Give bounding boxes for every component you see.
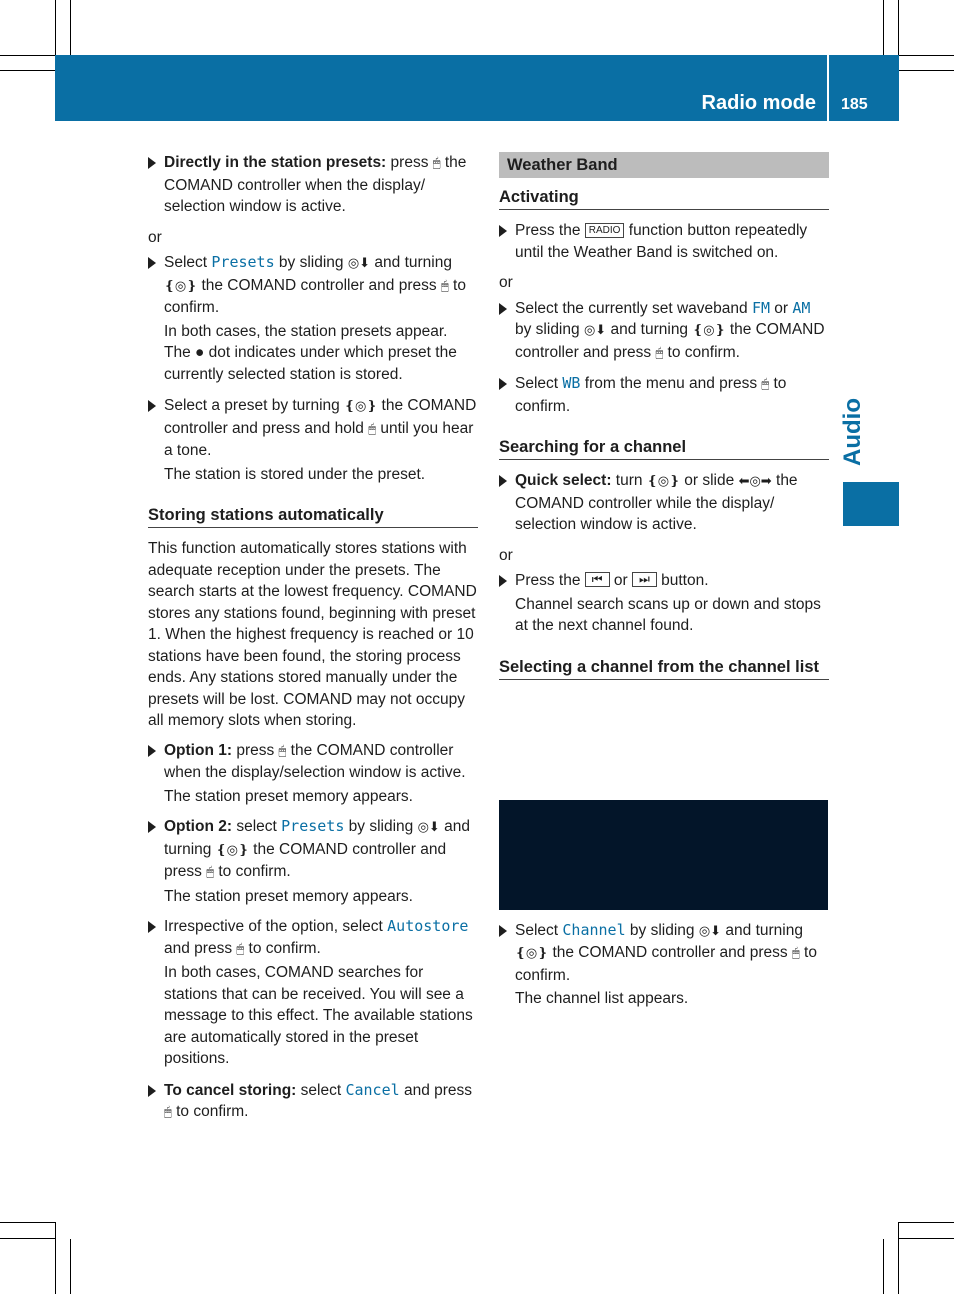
- right-column: [499, 152, 829, 1019]
- press-controller-icon: 🖱: [432, 156, 441, 171]
- instruction-step: Quick select: turn ❴◎❵ or slide ⬅◎➡ the COMAND controller while the display/ selection window is active.: [499, 470, 829, 536]
- crop-mark: [55, 0, 56, 55]
- side-tab: [843, 482, 899, 526]
- step-note: The channel list appears.: [515, 990, 689, 1007]
- instruction-step: Press the ⏮ or ⏭ button. Channel search scans up or down and stops at the next channel found.: [499, 570, 829, 637]
- or-text: or: [499, 546, 513, 564]
- crop-mark: [70, 0, 71, 55]
- crop-mark: [0, 1238, 55, 1239]
- instruction-step: To cancel storing: select Cancel and press 🖱 to confirm.: [148, 1080, 478, 1124]
- crop-mark: [898, 1222, 899, 1294]
- step-arrow-icon: [148, 157, 156, 169]
- menu-item-wb: WB: [562, 374, 581, 392]
- step-arrow-icon: [499, 225, 507, 237]
- body-paragraph: This function automatically stores stations with adequate reception under the presets. The search starts at the lowest frequency. COMAND stores any stations found, beginning with preset 1. When the highest frequency is reached or 10 stations have been found, the storing process ends. Any stations stored manually under the presets will be lost. COMAND may not occupy all memory slots when storing.: [148, 540, 477, 729]
- turn-controller-icon: ❴◎❵: [215, 842, 249, 858]
- press-controller-icon: 🖱: [791, 946, 800, 961]
- step-note: In both cases, COMAND searches for stations that can be received. You will see a message to this effect. The available stations are automatically stored in the preset positions.: [164, 964, 473, 1067]
- press-controller-icon: 🖱: [655, 345, 664, 361]
- crop-mark: [898, 0, 899, 55]
- press-controller-icon: 🖱: [278, 743, 287, 759]
- press-controller-icon: 🖱: [761, 377, 770, 392]
- section-heading-weather-band: Weather Band: [499, 152, 829, 178]
- instruction-step: Select Channel by sliding ◎⬇ and turning ❴◎❵ the COMAND controller and press 🖱 to confirm. The channel list appears.: [499, 920, 829, 1010]
- step-arrow-icon: [499, 575, 507, 587]
- skip-back-icon: ⏮: [585, 572, 610, 587]
- skip-forward-icon: ⏭: [632, 572, 657, 587]
- crop-mark: [899, 70, 954, 71]
- subheading-storing: Storing stations automatically: [148, 505, 478, 528]
- radio-button-key: RADIO: [585, 223, 625, 238]
- instruction-step: Select WB from the menu and press 🖱 to confirm.: [499, 373, 829, 417]
- crop-mark: [0, 1222, 55, 1223]
- subheading-selecting: Selecting a channel from the channel list: [499, 657, 829, 680]
- turn-controller-icon: ❴◎❵: [646, 474, 680, 489]
- step-arrow-icon: [148, 745, 156, 757]
- step-arrow-icon: [499, 378, 507, 390]
- instruction-step: Select a preset by turning ❴◎❵ the COMAND controller and press and hold 🖱 until you hear a tone. The station is stored under the preset.: [148, 395, 478, 485]
- crop-mark: [0, 55, 55, 56]
- crop-mark: [55, 1222, 56, 1294]
- turn-controller-icon: ❴◎❵: [164, 278, 198, 294]
- slide-down-icon: ◎⬇: [417, 820, 440, 835]
- press-controller-icon: 🖱: [206, 865, 215, 880]
- or-text: or: [148, 228, 162, 246]
- or-text: or: [499, 274, 513, 291]
- menu-item-presets: Presets: [281, 817, 345, 835]
- subheading-activating: Activating: [499, 187, 829, 210]
- step-arrow-icon: [499, 475, 507, 487]
- display-screenshot: [499, 800, 828, 910]
- crop-mark: [0, 70, 55, 71]
- slide-left-right-icon: ⬅◎➡: [738, 474, 772, 489]
- step-arrow-icon: [148, 257, 156, 269]
- menu-item-autostore: Autostore: [387, 917, 469, 935]
- step-note: Channel search scans up or down and stops at the next channel found.: [515, 595, 821, 634]
- instruction-step: Directly in the station presets: press 🖱 the COMAND controller when the display/ selection window is active.: [148, 152, 478, 218]
- turn-controller-icon: ❴◎❵: [515, 946, 549, 961]
- step-note: The station is stored under the preset.: [164, 465, 426, 483]
- menu-item-cancel: Cancel: [345, 1080, 400, 1099]
- step-arrow-icon: [148, 400, 156, 412]
- press-controller-icon: 🖱: [236, 941, 245, 957]
- subheading-searching: Searching for a channel: [499, 437, 829, 460]
- crop-mark: [899, 1222, 954, 1223]
- menu-item-am: AM: [792, 298, 811, 317]
- crop-mark: [883, 1239, 884, 1294]
- crop-mark: [899, 1238, 954, 1239]
- step-note: The station preset memory appears.: [164, 787, 413, 805]
- menu-item-channel: Channel: [562, 920, 626, 939]
- crop-mark: [70, 1239, 71, 1294]
- turn-controller-icon: ❴◎❵: [692, 323, 726, 338]
- instruction-step: Option 1: press 🖱 the COMAND controller when the display/selection window is active. The station preset memory appears.: [148, 740, 478, 808]
- turn-controller-icon: ❴◎❵: [344, 399, 378, 414]
- step-arrow-icon: [148, 821, 156, 833]
- instruction-step: Select the currently set waveband FM or AM by sliding ◎⬇ and turning ❴◎❵ the COMAND controller and press 🖱 to confirm.: [499, 298, 829, 365]
- slide-down-icon: ◎⬇: [583, 323, 607, 338]
- left-column: [148, 152, 478, 1133]
- crop-mark: [899, 55, 954, 56]
- instruction-step: Press the RADIO function button repeatedly until the Weather Band is switched on.: [499, 220, 829, 263]
- menu-item-fm: FM: [751, 298, 770, 317]
- slide-down-icon: ◎⬇: [347, 256, 371, 271]
- instruction-step: Irrespective of the option, select Autostore and press 🖱 to confirm. In both cases, COMAND searches for stations that can be received. You will see a message to this effect. The available stations are automatically stored in the preset positions.: [148, 916, 478, 1070]
- section-title: Radio mode: [701, 92, 816, 114]
- press-controller-icon: 🖱: [368, 421, 377, 437]
- step-arrow-icon: [499, 925, 507, 937]
- page-number: 185: [841, 96, 868, 113]
- step-note: In both cases, the station presets appear. The ● dot indicates under which preset the currently selected station is stored.: [164, 322, 457, 383]
- slide-down-icon: ◎⬇: [698, 923, 722, 939]
- press-controller-icon: 🖱: [164, 1105, 172, 1120]
- step-arrow-icon: [148, 921, 156, 933]
- instruction-step: Select Presets by sliding ◎⬇ and turning ❴◎❵ the COMAND controller and press 🖱 to confirm. In both cases, the station presets appear. The ● dot indicates under which preset the currently selected station is stored.: [148, 252, 478, 385]
- step-arrow-icon: [148, 1085, 156, 1097]
- menu-item-presets: Presets: [211, 253, 275, 271]
- side-tab-label: Audio: [839, 398, 866, 466]
- header-divider: [827, 55, 829, 121]
- step-note: The station preset memory appears.: [164, 887, 413, 905]
- press-controller-icon: 🖱: [440, 278, 449, 294]
- crop-mark: [883, 0, 884, 55]
- step-arrow-icon: [499, 303, 507, 315]
- instruction-step: Option 2: select Presets by sliding ◎⬇ and turning ❴◎❵ the COMAND controller and press 🖱 to confirm. The station preset memory appears.: [148, 816, 478, 907]
